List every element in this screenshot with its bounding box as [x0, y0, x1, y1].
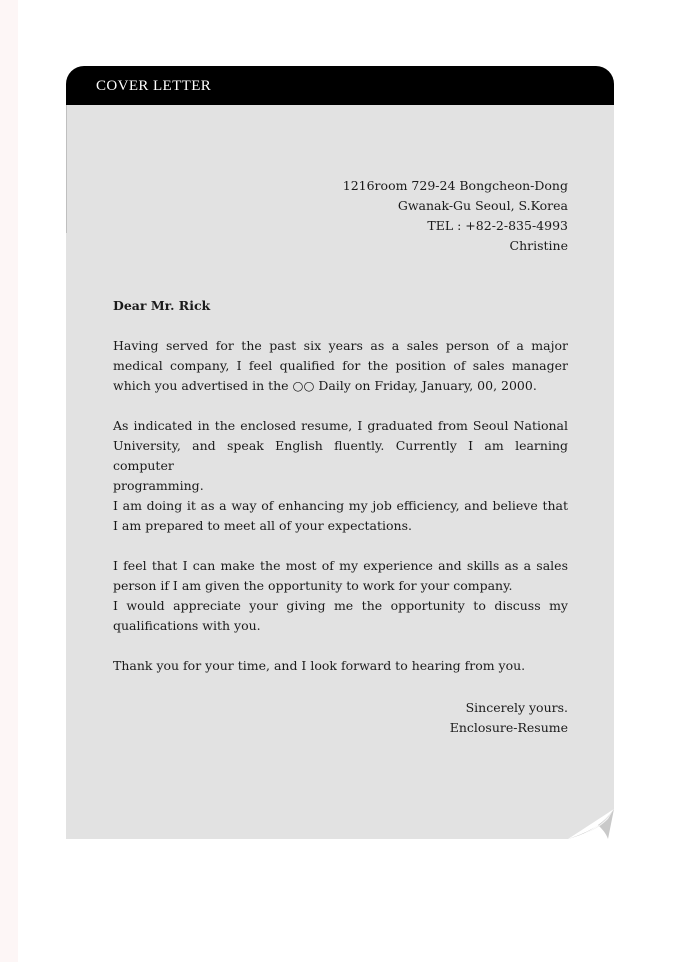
paragraph-line: I feel that I can make the most of my experience and skills as a sales	[113, 558, 568, 573]
paragraph-line: As indicated in the enclosed resume, I graduated from Seoul National	[113, 418, 568, 433]
address-line-2: Gwanak-Gu Seoul, S.Korea	[397, 198, 568, 213]
paragraph-line: which you advertised in the ○○ Daily on Friday, January, 00, 2000.	[113, 378, 537, 393]
paragraph-line: I am doing it as a way of enhancing my job efficiency, and believe that	[113, 498, 568, 513]
cover-letter-card	[66, 66, 614, 839]
paragraph-line: medical company, I feel qualified for the position of sales manager	[113, 358, 568, 373]
paragraph-line: qualifications with you.	[113, 618, 261, 633]
closing-block	[450, 698, 568, 738]
letter-paragraph	[113, 416, 568, 536]
closing-text: Sincerely yours.	[465, 700, 568, 715]
enclosure-text: Enclosure-Resume	[449, 720, 568, 735]
paragraph-line: person if I am given the opportunity to work for your company.	[113, 578, 513, 593]
letter-paragraph	[113, 336, 568, 396]
sender-name: Christine	[509, 238, 568, 253]
paragraph-line: I would appreciate your giving me the opportunity to discuss my	[113, 598, 568, 613]
paragraph-line: Thank you for your time, and I look forward to hearing from you.	[113, 658, 526, 673]
letter-body	[113, 336, 568, 696]
paragraph-line: I am prepared to meet all of your expectations.	[113, 518, 412, 533]
sender-address-block	[343, 176, 568, 256]
page-title: COVER LETTER	[96, 78, 212, 94]
paragraph-line: programming.	[113, 478, 204, 493]
letter-paragraph	[113, 656, 568, 676]
letter-paragraph	[113, 556, 568, 636]
address-line-1: 1216room 729-24 Bongcheon-Dong	[342, 178, 568, 193]
header-bar	[66, 66, 614, 105]
phone-number: TEL : +82-2-835-4993	[427, 218, 568, 233]
paragraph-line: Having served for the past six years as a sales person of a major	[113, 338, 568, 353]
page-curl-icon	[568, 809, 614, 839]
salutation: Dear Mr. Rick	[113, 298, 211, 313]
margin-guide-line	[66, 105, 67, 233]
left-margin-strip	[0, 0, 18, 962]
paragraph-line: University, and speak English fluently. Currently I am learning computer	[113, 438, 568, 473]
